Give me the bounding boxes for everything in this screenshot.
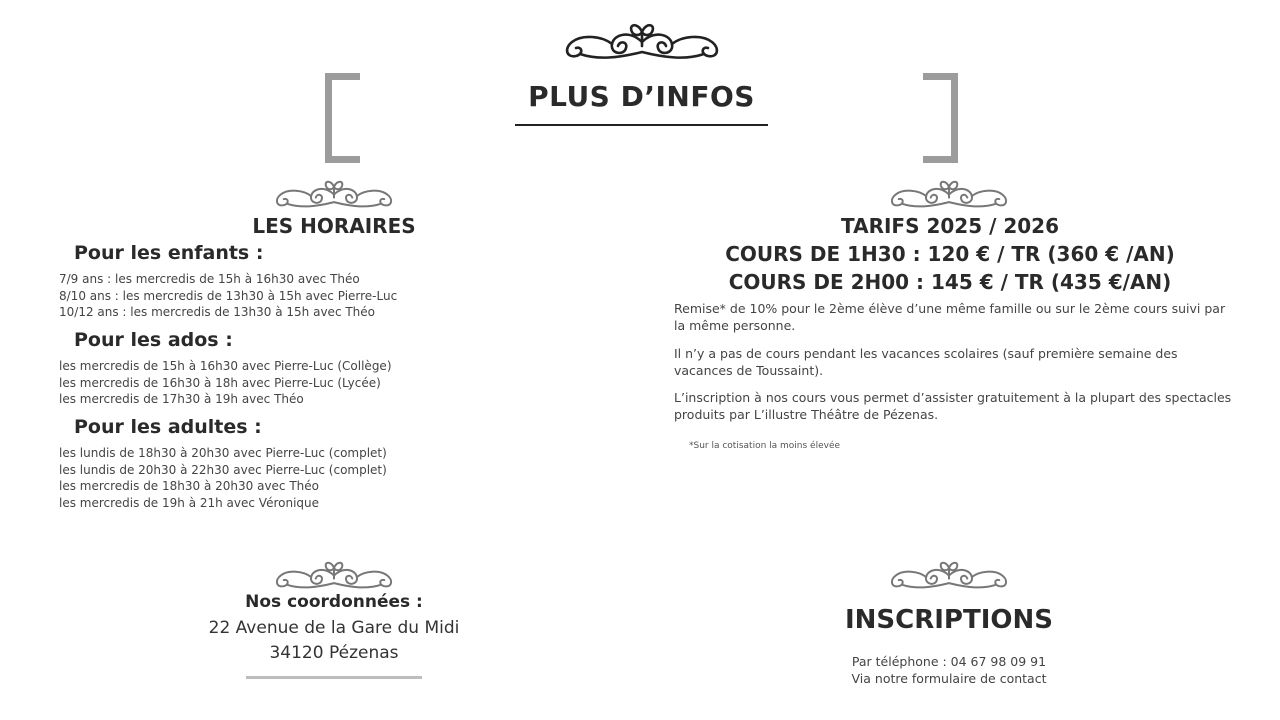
schedule-line: les mercredis de 17h30 à 19h avec Théo [59,392,304,406]
schedule-list-ados [59,358,392,408]
tarifs-title: TARIFS 2025 / 2026 [841,214,1059,238]
tarif-paragraph-remise: Remise* de 10% pour le 2ème élève d’une même famille ou sur le 2ème cours suivi par la même personne. [674,301,1226,333]
title-underline [515,124,768,126]
group-heading-adultes: Pour les adultes : [74,416,262,438]
contact-title: Nos coordonnées : [245,592,423,612]
flourish-ornament-icon [270,176,398,210]
page-title: PLUS D’INFOS [528,80,755,113]
group-heading-ados: Pour les ados : [74,329,233,351]
flourish-ornament-icon [885,557,1013,591]
tarif-paragraph-vacances: Il n’y a pas de cours pendant les vacances scolaires (sauf première semaine des vacances de Toussaint). [674,346,1178,378]
tarif-line-2h00: COURS DE 2H00 : 145 € / TR (435 €/AN) [728,270,1172,294]
group-heading-enfants: Pour les enfants : [74,242,264,264]
contact-underline [246,676,422,679]
right-bracket-decoration [923,73,958,163]
schedule-line: les mercredis de 19h à 21h avec Véronique [59,495,320,510]
horaires-title: LES HORAIRES [252,214,416,238]
tarif-footnote: *Sur la cotisation la moins élevée [689,441,841,451]
schedule-line: les mercredis de 18h30 à 20h30 avec Théo [59,479,320,493]
contact-postal-line: 34120 Pézenas [269,643,399,663]
inscriptions-contact-form-link[interactable]: Via notre formulaire de contact [851,671,1047,686]
schedule-line: 8/10 ans : les mercredis de 13h30 à 15h avec Pierre-Luc [59,288,398,303]
contact-address-line: 22 Avenue de la Gare du Midi [208,618,460,638]
flourish-ornament-icon [885,176,1013,210]
schedule-line: 7/9 ans : les mercredis de 15h à 16h30 avec Théo [59,272,360,286]
schedule-line: les lundis de 20h30 à 22h30 avec Pierre-Luc (complet) [59,462,387,477]
flourish-ornament-icon [558,18,726,62]
schedule-list-adultes [59,445,387,511]
left-bracket-decoration [325,73,360,163]
inscriptions-phone[interactable]: Par téléphone : 04 67 98 09 91 [851,654,1047,669]
schedule-line: 10/12 ans : les mercredis de 13h30 à 15h avec Théo [59,305,376,319]
schedule-line: les mercredis de 16h30 à 18h avec Pierre-Luc (Lycée) [59,375,381,390]
schedule-line: les mercredis de 15h à 16h30 avec Pierre-Luc (Collège) [59,359,392,373]
schedule-list-enfants [59,271,397,321]
tarif-line-1h30: COURS DE 1H30 : 120 € / TR (360 € /AN) [725,242,1175,266]
flourish-ornament-icon [270,557,398,591]
tarif-paragraph-inscription: L’inscription à nos cours vous permet d’assister gratuitement à la plupart des spectacles produits par L’illustre Théâtre de Pézenas. [674,390,1232,422]
inscriptions-title: INSCRIPTIONS [845,605,1053,635]
schedule-line: les lundis de 18h30 à 20h30 avec Pierre-Luc (complet) [59,446,387,460]
